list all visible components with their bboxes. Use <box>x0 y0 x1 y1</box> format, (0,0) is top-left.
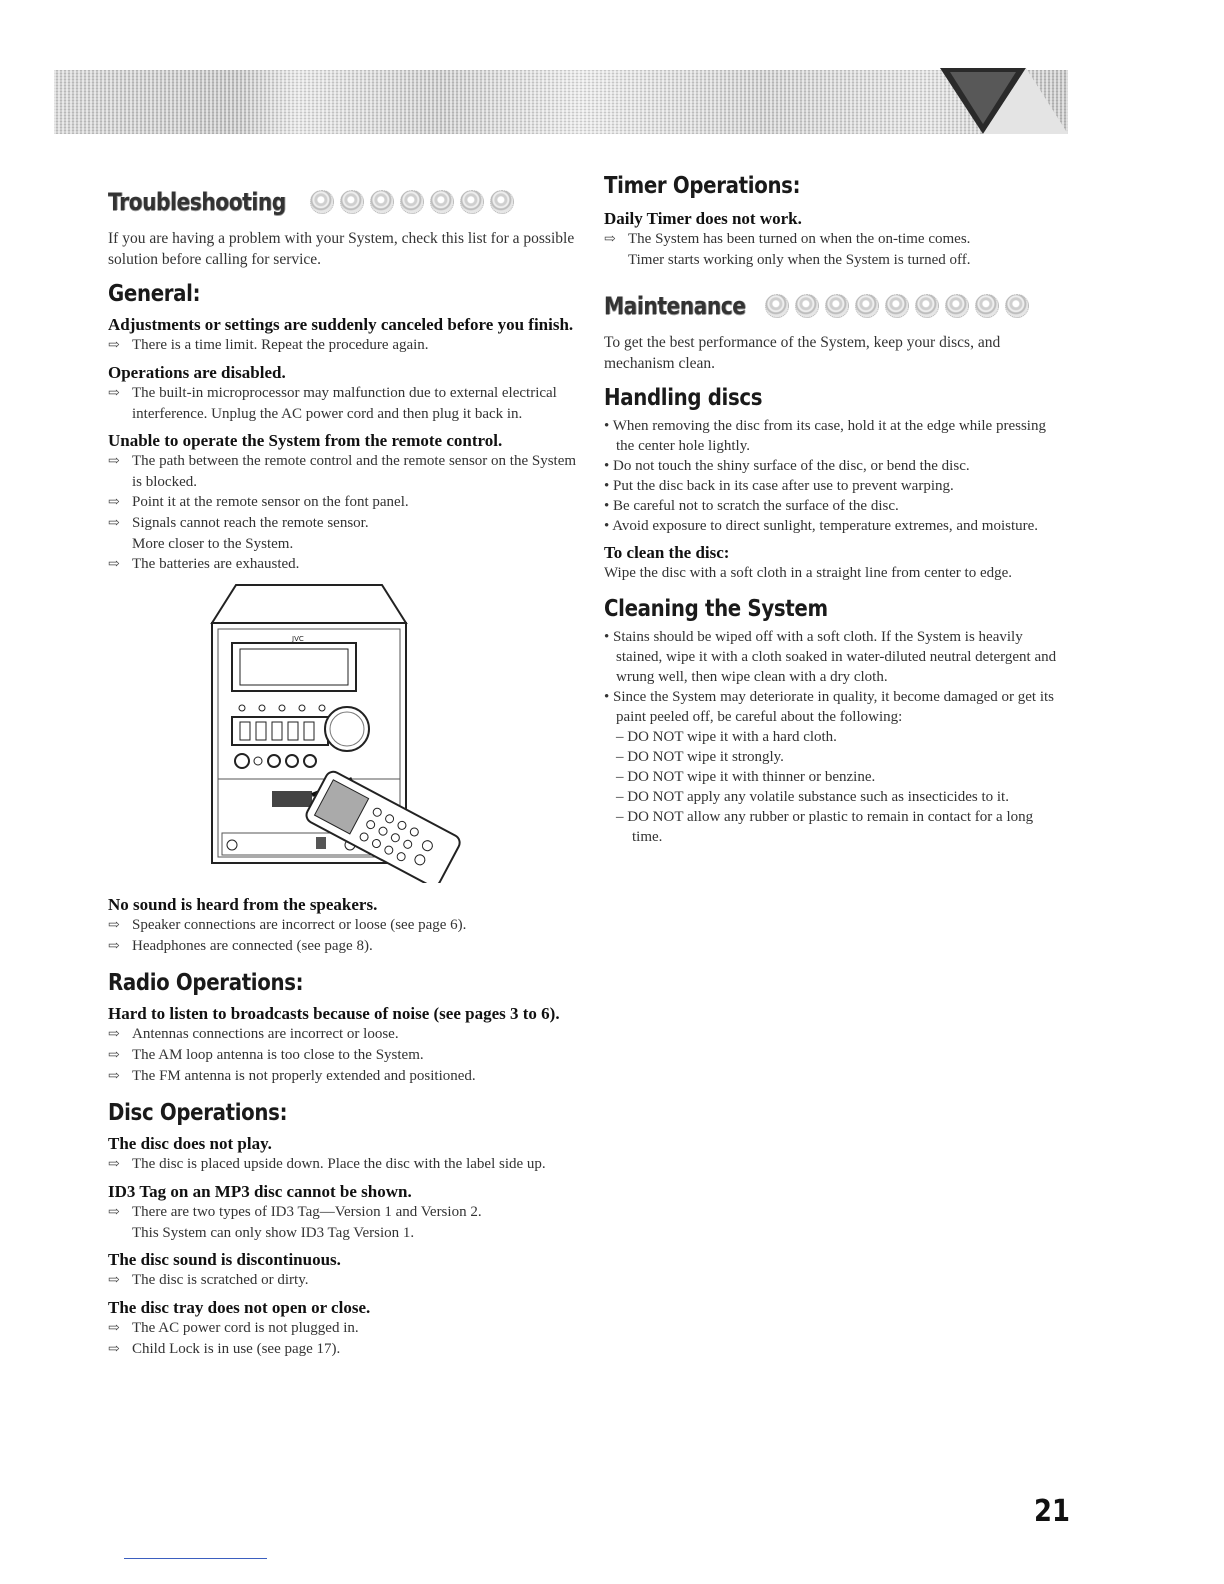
question: Daily Timer does not work. <box>604 209 802 228</box>
list-item: – DO NOT wipe it with thinner or benzine. <box>616 769 876 785</box>
radio-title: Radio Operations: <box>108 970 304 996</box>
answer: ⇨ Speaker connections are incorrect or loose (see page 6). <box>108 915 578 936</box>
left-column <box>108 180 578 1360</box>
troubleshooting-intro: If you are having a problem with your System, check this list for a possible solution before calling for service. <box>108 230 575 268</box>
general-title: General: <box>108 281 201 307</box>
answer: ⇨ The batteries are exhausted. <box>108 554 578 575</box>
arrow-icon: ⇨ <box>108 939 120 954</box>
answer: ⇨ There are two types of ID3 Tag—Version 1 and Version 2. <box>108 1202 578 1223</box>
list-item: • Stains should be wiped off with a soft cloth. If the System is heavily stained, wipe it with a cloth soaked in water-diluted neutral detergent and wrung well, then wipe clean with a dry cloth. <box>604 629 1057 685</box>
timer-title: Timer Operations: <box>604 173 801 199</box>
arrow-icon: ⇨ <box>108 1342 120 1357</box>
arrow-icon: ⇨ <box>108 516 120 531</box>
disc-icon <box>490 190 514 214</box>
arrow-icon: ⇨ <box>108 454 120 469</box>
list-item: • Be careful not to scratch the surface of the disc. <box>604 498 899 514</box>
disc-icon <box>975 294 999 318</box>
handling-list <box>604 416 1066 536</box>
arrow-icon: ⇨ <box>108 1048 120 1063</box>
decorative-disc-icons <box>310 190 514 214</box>
handling-title: Handling discs <box>604 385 763 411</box>
question: The disc sound is discontinuous. <box>108 1250 341 1269</box>
arrow-icon: ⇨ <box>108 495 120 510</box>
list-item: • Do not touch the shiny surface of the disc, or bend the disc. <box>604 458 970 474</box>
answer-continuation: More closer to the System. <box>132 536 294 552</box>
question: The disc does not play. <box>108 1134 272 1153</box>
question: Unable to operate the System from the remote control. <box>108 431 503 450</box>
answer: ⇨ The FM antenna is not properly extended and positioned. <box>108 1066 578 1087</box>
answer-continuation: This System can only show ID3 Tag Version 1. <box>132 1225 415 1241</box>
troubleshooting-title: Troubleshooting <box>108 188 286 216</box>
disc-icon <box>430 190 454 214</box>
arrow-icon: ⇨ <box>108 338 120 353</box>
maintenance-heading <box>604 284 1066 328</box>
disc-title: Disc Operations: <box>108 1100 288 1126</box>
footer-rule <box>124 1558 267 1559</box>
maintenance-title: Maintenance <box>604 292 746 320</box>
disc-icon <box>825 294 849 318</box>
disc-icon <box>915 294 939 318</box>
arrow-icon: ⇨ <box>108 1069 120 1084</box>
cleaning-list <box>604 627 1066 847</box>
disc-icon <box>795 294 819 318</box>
arrow-icon: ⇨ <box>108 557 120 572</box>
brand-label: JVC <box>292 635 304 643</box>
disc-icon <box>1005 294 1029 318</box>
header-triangle-graphic <box>940 66 1070 138</box>
answer: ⇨ Child Lock is in use (see page 17). <box>108 1339 578 1360</box>
disc-icon <box>885 294 909 318</box>
page-number: 21 <box>1034 1494 1070 1529</box>
list-item: • Avoid exposure to direct sunlight, temperature extremes, and moisture. <box>604 518 1039 534</box>
right-column <box>604 172 1066 847</box>
answer: ⇨ The AC power cord is not plugged in. <box>108 1318 578 1339</box>
arrow-icon: ⇨ <box>604 232 616 247</box>
list-item: • Since the System may deteriorate in quality, it become damaged or get its paint peeled off, be careful about the following: <box>604 689 1054 725</box>
list-item: – DO NOT apply any volatile substance such as insecticides to it. <box>616 789 1009 805</box>
list-item: • Put the disc back in its case after use to prevent warping. <box>604 478 954 494</box>
header-banner <box>54 70 1068 134</box>
arrow-icon: ⇨ <box>108 1157 120 1172</box>
disc-icon <box>945 294 969 318</box>
question: Adjustments or settings are suddenly canceled before you finish. <box>108 315 574 334</box>
answer-continuation: Timer starts working only when the System is turned off. <box>628 252 971 268</box>
arrow-icon: ⇨ <box>108 1273 120 1288</box>
question: The disc tray does not open or close. <box>108 1298 371 1317</box>
answer: ⇨ The AM loop antenna is too close to the System. <box>108 1045 578 1066</box>
disc-icon <box>310 190 334 214</box>
arrow-icon: ⇨ <box>108 918 120 933</box>
troubleshooting-heading <box>108 180 578 224</box>
maintenance-intro: To get the best performance of the System, keep your discs, and mechanism clean. <box>604 334 1001 372</box>
list-item: – DO NOT wipe it strongly. <box>616 749 784 765</box>
question: Hard to listen to broadcasts because of noise (see pages 3 to 6). <box>108 1004 560 1023</box>
question: No sound is heard from the speakers. <box>108 895 378 914</box>
disc-icon <box>855 294 879 318</box>
answer: ⇨ The path between the remote control and the remote sensor on the System is blocked. <box>108 453 577 490</box>
disc-icon <box>460 190 484 214</box>
system-remote-illustration <box>202 583 582 883</box>
arrow-icon: ⇨ <box>108 386 120 401</box>
disc-icon <box>400 190 424 214</box>
disc-icon <box>765 294 789 318</box>
answer: ⇨ The disc is scratched or dirty. <box>108 1270 578 1291</box>
disc-icon <box>370 190 394 214</box>
list-item: • When removing the disc from its case, hold it at the edge while pressing the center hole lightly. <box>604 418 1046 454</box>
answer: ⇨ Signals cannot reach the remote sensor. <box>108 513 578 534</box>
list-item: – DO NOT allow any rubber or plastic to remain in contact for a long time. <box>616 809 1034 845</box>
arrow-icon: ⇨ <box>108 1205 120 1220</box>
arrow-icon: ⇨ <box>108 1321 120 1336</box>
list-item: – DO NOT wipe it with a hard cloth. <box>616 729 837 745</box>
answer: ⇨ The built-in microprocessor may malfunction due to external electrical interference. Unplug the AC power cord and then plug it back in. <box>108 385 557 422</box>
decorative-disc-icons <box>765 294 1029 318</box>
disc-icon <box>340 190 364 214</box>
answer: ⇨ The disc is placed upside down. Place the disc with the label side up. <box>108 1154 578 1175</box>
answer: ⇨ Point it at the remote sensor on the font panel. <box>108 492 578 513</box>
answer: ⇨ The System has been turned on when the on-time comes. <box>604 229 1066 250</box>
paragraph: Wipe the disc with a soft cloth in a straight line from center to edge. <box>604 565 1013 581</box>
question: Operations are disabled. <box>108 363 286 382</box>
arrow-icon: ⇨ <box>108 1027 120 1042</box>
cleaning-title: Cleaning the System <box>604 596 828 622</box>
answer: ⇨ Headphones are connected (see page 8). <box>108 936 578 957</box>
answer: ⇨ There is a time limit. Repeat the procedure again. <box>108 335 578 356</box>
question: To clean the disc: <box>604 543 730 562</box>
answer: ⇨ Antennas connections are incorrect or loose. <box>108 1024 578 1045</box>
question: ID3 Tag on an MP3 disc cannot be shown. <box>108 1182 412 1201</box>
